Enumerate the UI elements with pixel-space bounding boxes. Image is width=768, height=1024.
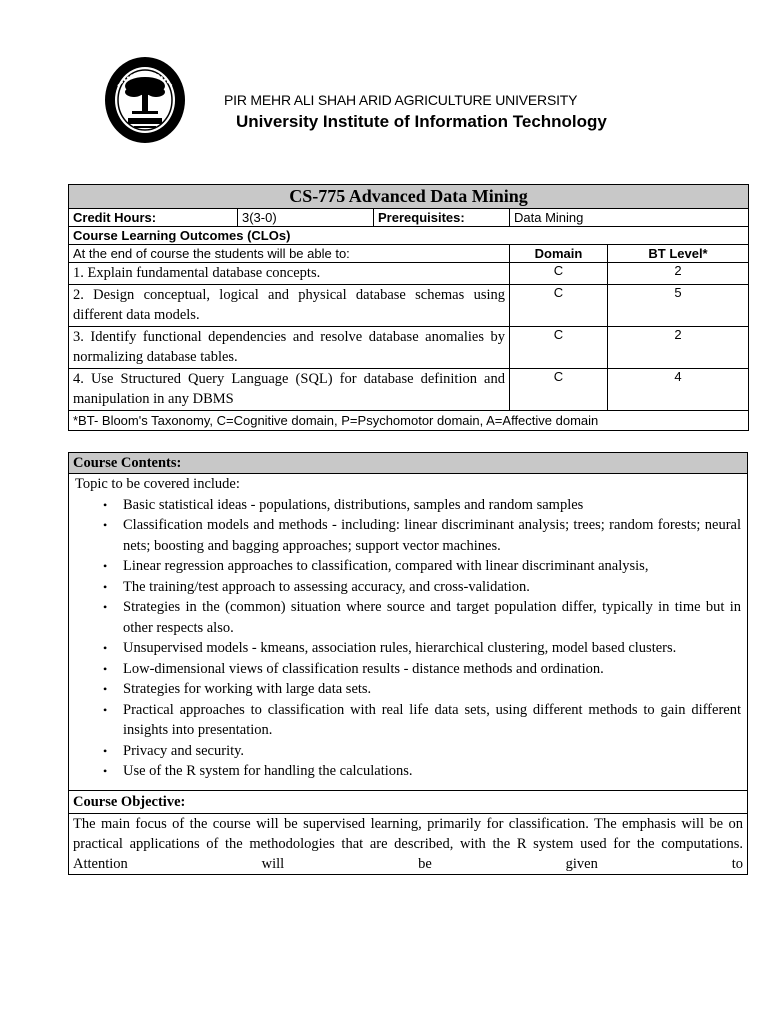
clo-section-title: Course Learning Outcomes (CLOs) [69,227,749,245]
prerequisites-label: Prerequisites: [374,209,510,227]
list-item: • Low-dimensional views of classification results - distance methods and ordination. [123,659,741,680]
domain-header: Domain [510,245,608,263]
clo-domain: C [510,285,608,327]
contents-body [69,474,748,791]
objective-text: The main focus of the course will be supervised learning, primarily for classification. The emphasis will be on practical applications of the methodologies that are described, with the R system used for the computations. Attention will be given to [69,813,748,874]
clo-bt-level: 2 [608,263,749,285]
clo-row [69,263,749,285]
list-item: • Privacy and security. [123,741,741,762]
clo-bt-level: 4 [608,369,749,411]
list-item: • Unsupervised models - kmeans, association rules, hierarchical clustering, model based clusters. [123,638,741,659]
clo-bt-level: 2 [608,327,749,369]
course-title: CS-775 Advanced Data Mining [69,185,749,209]
bt-footnote: *BT- Bloom's Taxonomy, C=Cognitive domain, P=Psychomotor domain, A=Affective domain [69,411,749,431]
clo-row [69,285,749,327]
clo-row [69,369,749,411]
clo-domain: C [510,263,608,285]
prerequisites-value: Data Mining [510,209,749,227]
clo-domain: C [510,327,608,369]
course-outcomes-table [68,184,749,431]
course-contents-table [68,452,748,875]
clo-domain: C [510,369,608,411]
topics-list [75,495,741,782]
objective-heading: Course Objective: [69,790,748,813]
list-item: • Strategies in the (common) situation where source and target population differ, typically in time but in other respects also. [123,597,741,638]
list-item: • Classification models and methods - including: linear discriminant analysis; trees; random forests; neural nets; boosting and bagging approaches; support vector machines. [123,515,741,556]
credit-hours-value: 3(3-0) [238,209,374,227]
clo-text: 1. Explain fundamental database concepts. [69,263,510,285]
list-item: • Practical approaches to classification with real life data sets, using different methods to gain different insights into presentation. [123,700,741,741]
institute-name: University Institute of Information Technology [236,112,607,131]
list-item: • Use of the R system for handling the calculations. [123,761,741,782]
bt-level-header: BT Level* [608,245,749,263]
clo-intro: At the end of course the students will be able to: [69,245,510,263]
clo-text: 2. Design conceptual, logical and physical database schemas using different data models. [69,285,510,327]
university-seal-icon [104,56,186,144]
contents-intro: Topic to be covered include: [75,476,240,492]
list-item: • Strategies for working with large data sets. [123,679,741,700]
clo-bt-level: 5 [608,285,749,327]
list-item: • Basic statistical ideas - populations, distributions, samples and random samples [123,495,741,516]
university-name: PIR MEHR ALI SHAH ARID AGRICULTURE UNIVERSITY [224,92,578,108]
list-item: • The training/test approach to assessing accuracy, and cross-validation. [123,577,741,598]
clo-text: 3. Identify functional dependencies and resolve database anomalies by normalizing database tables. [69,327,510,369]
credit-hours-label: Credit Hours: [69,209,238,227]
clo-row [69,327,749,369]
clo-text: 4. Use Structured Query Language (SQL) for database definition and manipulation in any DBMS [69,369,510,411]
list-item: • Linear regression approaches to classification, compared with linear discriminant analysis, [123,556,741,577]
contents-heading: Course Contents: [69,453,748,474]
